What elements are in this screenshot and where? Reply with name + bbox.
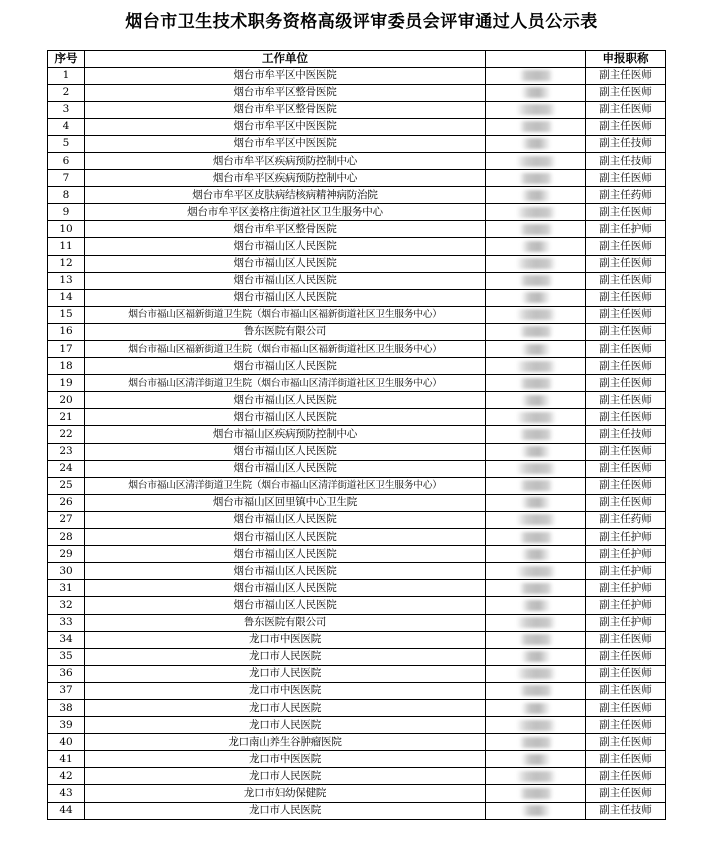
table-row (48, 717, 666, 734)
row-work-unit: 烟台市福山区疾病预防控制中心 (85, 426, 486, 443)
row-applied-title: 副主任医师 (586, 665, 666, 682)
redaction-blur (521, 446, 551, 457)
row-applied-title: 副主任医师 (586, 717, 666, 734)
redaction-blur (516, 207, 556, 218)
table-row (48, 580, 666, 597)
row-work-unit: 烟台市福山区人民医院 (85, 443, 486, 460)
row-applied-title: 副主任技师 (586, 135, 666, 152)
row-name-redacted (486, 597, 586, 614)
row-work-unit: 龙口市人民医院 (85, 648, 486, 665)
row-name-redacted (486, 135, 586, 152)
row-applied-title: 副主任护师 (586, 597, 666, 614)
redaction-blur (519, 480, 553, 491)
row-index: 30 (48, 563, 85, 580)
table-row (48, 460, 666, 477)
row-index: 14 (48, 289, 85, 306)
row-applied-title: 副主任护师 (586, 529, 666, 546)
row-index: 24 (48, 460, 85, 477)
row-index: 23 (48, 443, 85, 460)
row-index: 10 (48, 221, 85, 238)
table-body (48, 67, 666, 819)
row-work-unit: 龙口市人民医院 (85, 802, 486, 819)
row-work-unit: 龙口市人民医院 (85, 699, 486, 716)
table-row (48, 152, 666, 169)
row-applied-title: 副主任医师 (586, 84, 666, 101)
table-row (48, 426, 666, 443)
row-name-redacted (486, 477, 586, 494)
row-work-unit: 鲁东医院有限公司 (85, 323, 486, 340)
row-index: 8 (48, 187, 85, 204)
row-name-redacted (486, 614, 586, 631)
row-applied-title: 副主任护师 (586, 614, 666, 631)
row-index: 25 (48, 477, 85, 494)
row-applied-title: 副主任医师 (586, 631, 666, 648)
row-work-unit: 烟台市牟平区中医医院 (85, 67, 486, 84)
redaction-blur (521, 87, 551, 98)
row-work-unit: 烟台市牟平区疾病预防控制中心 (85, 152, 486, 169)
table-row (48, 101, 666, 118)
row-work-unit: 烟台市福山区清洋街道卫生院（烟台市福山区清洋街道社区卫生服务中心） (85, 477, 486, 494)
redaction-blur (519, 173, 553, 184)
page-title: 烟台市卫生技术职务资格高级评审委员会评审通过人员公示表 (125, 12, 598, 32)
redaction-blur (519, 224, 553, 235)
row-index: 28 (48, 529, 85, 546)
redaction-blur (516, 412, 556, 423)
row-applied-title: 副主任护师 (586, 563, 666, 580)
row-index: 13 (48, 272, 85, 289)
row-work-unit: 龙口市中医医院 (85, 631, 486, 648)
row-index: 34 (48, 631, 85, 648)
row-work-unit: 龙口市人民医院 (85, 717, 486, 734)
redaction-blur (521, 703, 551, 714)
redaction-blur (516, 463, 556, 474)
table-row (48, 734, 666, 751)
row-work-unit: 烟台市福山区人民医院 (85, 580, 486, 597)
table-row (48, 546, 666, 563)
row-work-unit: 烟台市福山区人民医院 (85, 358, 486, 375)
row-work-unit: 烟台市牟平区中医医院 (85, 118, 486, 135)
table-row (48, 648, 666, 665)
row-applied-title: 副主任医师 (586, 460, 666, 477)
redaction-blur (521, 241, 551, 252)
row-name-redacted (486, 717, 586, 734)
row-applied-title: 副主任医师 (586, 204, 666, 221)
table-row (48, 699, 666, 716)
table-row (48, 665, 666, 682)
table-header-row (48, 51, 666, 68)
row-work-unit: 龙口市中医医院 (85, 682, 486, 699)
row-work-unit: 龙口市人民医院 (85, 665, 486, 682)
row-applied-title: 副主任技师 (586, 426, 666, 443)
row-index: 12 (48, 255, 85, 272)
row-name-redacted (486, 494, 586, 511)
row-name-redacted (486, 426, 586, 443)
row-index: 6 (48, 152, 85, 169)
row-index: 5 (48, 135, 85, 152)
row-index: 1 (48, 67, 85, 84)
row-index: 11 (48, 238, 85, 255)
row-work-unit: 烟台市牟平区整骨医院 (85, 221, 486, 238)
table-row (48, 306, 666, 323)
row-applied-title: 副主任医师 (586, 443, 666, 460)
redaction-blur (516, 309, 556, 320)
row-name-redacted (486, 443, 586, 460)
row-work-unit: 烟台市福山区人民医院 (85, 460, 486, 477)
redaction-blur (521, 600, 551, 611)
row-index: 42 (48, 768, 85, 785)
row-applied-title: 副主任医师 (586, 648, 666, 665)
row-applied-title: 副主任药师 (586, 187, 666, 204)
row-work-unit: 烟台市福山区福新街道卫生院（烟台市福山区福新街道社区卫生服务中心） (85, 306, 486, 323)
row-work-unit: 龙口市中医医院 (85, 751, 486, 768)
row-applied-title: 副主任医师 (586, 341, 666, 358)
row-index: 31 (48, 580, 85, 597)
table-row (48, 170, 666, 187)
row-name-redacted (486, 768, 586, 785)
redaction-blur (519, 326, 553, 337)
row-name-redacted (486, 255, 586, 272)
row-index: 44 (48, 802, 85, 819)
row-applied-title: 副主任医师 (586, 118, 666, 135)
row-work-unit: 鲁东医院有限公司 (85, 614, 486, 631)
row-name-redacted (486, 648, 586, 665)
redaction-blur (516, 361, 556, 372)
row-name-redacted (486, 118, 586, 135)
row-applied-title: 副主任医师 (586, 768, 666, 785)
row-name-redacted (486, 392, 586, 409)
row-applied-title: 副主任医师 (586, 238, 666, 255)
row-name-redacted (486, 699, 586, 716)
row-name-redacted (486, 546, 586, 563)
row-applied-title: 副主任医师 (586, 699, 666, 716)
row-work-unit: 烟台市牟平区整骨医院 (85, 101, 486, 118)
redaction-blur (521, 138, 551, 149)
row-name-redacted (486, 682, 586, 699)
row-work-unit: 龙口市妇幼保健院 (85, 785, 486, 802)
redaction-blur (516, 771, 556, 782)
table-row (48, 238, 666, 255)
row-index: 18 (48, 358, 85, 375)
row-applied-title: 副主任医师 (586, 67, 666, 84)
redaction-blur (516, 258, 556, 269)
table-row (48, 614, 666, 631)
row-index: 4 (48, 118, 85, 135)
row-work-unit: 烟台市福山区人民医院 (85, 511, 486, 528)
table-row (48, 443, 666, 460)
column-header-index: 序号 (48, 51, 85, 68)
row-applied-title: 副主任医师 (586, 306, 666, 323)
row-applied-title: 副主任医师 (586, 101, 666, 118)
row-name-redacted (486, 734, 586, 751)
redaction-blur (521, 497, 551, 508)
row-work-unit: 烟台市牟平区中医医院 (85, 135, 486, 152)
row-name-redacted (486, 238, 586, 255)
row-name-redacted (486, 187, 586, 204)
redaction-blur (519, 532, 553, 543)
redaction-blur (519, 788, 553, 799)
table-row (48, 494, 666, 511)
row-name-redacted (486, 375, 586, 392)
row-name-redacted (486, 751, 586, 768)
row-index: 32 (48, 597, 85, 614)
redaction-blur (521, 549, 551, 560)
row-work-unit: 龙口南山养生谷肿瘤医院 (85, 734, 486, 751)
row-work-unit: 烟台市福山区回里镇中心卫生院 (85, 494, 486, 511)
redaction-blur (521, 754, 551, 765)
row-work-unit: 烟台市福山区清洋街道卫生院（烟台市福山区清洋街道社区卫生服务中心） (85, 375, 486, 392)
column-header-title: 申报职称 (586, 51, 666, 68)
row-applied-title: 副主任医师 (586, 289, 666, 306)
redaction-blur (516, 668, 556, 679)
row-name-redacted (486, 631, 586, 648)
row-name-redacted (486, 802, 586, 819)
table-row (48, 392, 666, 409)
row-work-unit: 烟台市福山区福新街道卫生院（烟台市福山区福新街道社区卫生服务中心） (85, 341, 486, 358)
row-name-redacted (486, 460, 586, 477)
row-work-unit: 烟台市牟平区疾病预防控制中心 (85, 170, 486, 187)
table-row (48, 204, 666, 221)
row-work-unit: 烟台市牟平区姜格庄街道社区卫生服务中心 (85, 204, 486, 221)
row-name-redacted (486, 152, 586, 169)
table-row (48, 323, 666, 340)
row-index: 15 (48, 306, 85, 323)
table-row (48, 289, 666, 306)
row-index: 19 (48, 375, 85, 392)
column-header-name (486, 51, 586, 68)
row-name-redacted (486, 580, 586, 597)
row-index: 39 (48, 717, 85, 734)
row-name-redacted (486, 409, 586, 426)
row-applied-title: 副主任药师 (586, 511, 666, 528)
row-index: 16 (48, 323, 85, 340)
row-name-redacted (486, 84, 586, 101)
redaction-blur (521, 190, 551, 201)
row-index: 37 (48, 682, 85, 699)
table-row (48, 84, 666, 101)
table-row (48, 802, 666, 819)
table-row (48, 631, 666, 648)
redaction-blur (516, 156, 556, 167)
row-name-redacted (486, 101, 586, 118)
row-applied-title: 副主任技师 (586, 152, 666, 169)
row-name-redacted (486, 289, 586, 306)
redaction-blur (516, 514, 556, 525)
row-applied-title: 副主任医师 (586, 494, 666, 511)
table-row (48, 529, 666, 546)
row-name-redacted (486, 323, 586, 340)
redaction-blur (521, 344, 551, 355)
row-work-unit: 烟台市福山区人民医院 (85, 409, 486, 426)
redaction-blur (519, 429, 553, 440)
row-work-unit: 烟台市福山区人民医院 (85, 563, 486, 580)
row-index: 9 (48, 204, 85, 221)
table-row (48, 221, 666, 238)
row-applied-title: 副主任医师 (586, 409, 666, 426)
row-applied-title: 副主任医师 (586, 734, 666, 751)
row-name-redacted (486, 341, 586, 358)
row-index: 33 (48, 614, 85, 631)
row-index: 38 (48, 699, 85, 716)
row-index: 26 (48, 494, 85, 511)
row-name-redacted (486, 358, 586, 375)
row-applied-title: 副主任医师 (586, 358, 666, 375)
row-name-redacted (486, 170, 586, 187)
row-index: 21 (48, 409, 85, 426)
row-index: 27 (48, 511, 85, 528)
row-work-unit: 烟台市福山区人民医院 (85, 255, 486, 272)
column-header-unit: 工作单位 (85, 51, 486, 68)
redaction-blur (521, 651, 551, 662)
row-applied-title: 副主任医师 (586, 751, 666, 768)
redaction-blur (519, 378, 553, 389)
redaction-blur (519, 70, 553, 81)
table-row (48, 272, 666, 289)
row-name-redacted (486, 785, 586, 802)
table-row (48, 477, 666, 494)
table-row (48, 255, 666, 272)
row-applied-title: 副主任医师 (586, 375, 666, 392)
table-row (48, 409, 666, 426)
row-applied-title: 副主任医师 (586, 682, 666, 699)
row-work-unit: 烟台市牟平区整骨医院 (85, 84, 486, 101)
row-applied-title: 副主任医师 (586, 255, 666, 272)
redaction-blur (516, 720, 556, 731)
redaction-blur (516, 566, 556, 577)
row-index: 29 (48, 546, 85, 563)
redaction-blur (519, 634, 553, 645)
row-applied-title: 副主任技师 (586, 802, 666, 819)
table-row (48, 751, 666, 768)
row-name-redacted (486, 67, 586, 84)
redaction-blur (519, 685, 553, 696)
row-name-redacted (486, 563, 586, 580)
row-name-redacted (486, 529, 586, 546)
redaction-blur (519, 275, 553, 286)
redaction-blur (521, 395, 551, 406)
row-name-redacted (486, 204, 586, 221)
row-work-unit: 烟台市福山区人民医院 (85, 289, 486, 306)
row-index: 3 (48, 101, 85, 118)
row-index: 20 (48, 392, 85, 409)
row-index: 36 (48, 665, 85, 682)
row-name-redacted (486, 511, 586, 528)
redaction-blur (519, 737, 553, 748)
table-row (48, 597, 666, 614)
redaction-blur (516, 104, 556, 115)
table-row (48, 341, 666, 358)
table-row (48, 785, 666, 802)
row-work-unit: 烟台市福山区人民医院 (85, 238, 486, 255)
row-applied-title: 副主任护师 (586, 546, 666, 563)
row-name-redacted (486, 272, 586, 289)
row-name-redacted (486, 306, 586, 323)
roster-table (47, 50, 666, 820)
row-index: 40 (48, 734, 85, 751)
row-name-redacted (486, 665, 586, 682)
row-work-unit: 烟台市福山区人民医院 (85, 597, 486, 614)
table-row (48, 563, 666, 580)
row-work-unit: 烟台市福山区人民医院 (85, 529, 486, 546)
redaction-blur (519, 121, 553, 132)
row-work-unit: 烟台市福山区人民医院 (85, 546, 486, 563)
row-applied-title: 副主任医师 (586, 477, 666, 494)
row-applied-title: 副主任医师 (586, 392, 666, 409)
table-row (48, 118, 666, 135)
row-name-redacted (486, 221, 586, 238)
row-index: 22 (48, 426, 85, 443)
row-applied-title: 副主任医师 (586, 323, 666, 340)
table-row (48, 375, 666, 392)
redaction-blur (519, 583, 553, 594)
row-index: 41 (48, 751, 85, 768)
row-applied-title: 副主任医师 (586, 170, 666, 187)
row-index: 43 (48, 785, 85, 802)
table-row (48, 135, 666, 152)
redaction-blur (521, 292, 551, 303)
row-work-unit: 烟台市福山区人民医院 (85, 392, 486, 409)
row-index: 35 (48, 648, 85, 665)
row-index: 2 (48, 84, 85, 101)
row-index: 17 (48, 341, 85, 358)
row-index: 7 (48, 170, 85, 187)
row-work-unit: 烟台市牟平区皮肤病结核病精神病防治院 (85, 187, 486, 204)
row-applied-title: 副主任护师 (586, 580, 666, 597)
redaction-blur (521, 805, 551, 816)
redaction-blur (516, 617, 556, 628)
table-row (48, 358, 666, 375)
row-work-unit: 烟台市福山区人民医院 (85, 272, 486, 289)
table-row (48, 682, 666, 699)
table-row (48, 187, 666, 204)
row-applied-title: 副主任医师 (586, 785, 666, 802)
table-row (48, 511, 666, 528)
row-applied-title: 副主任护师 (586, 221, 666, 238)
row-work-unit: 龙口市人民医院 (85, 768, 486, 785)
row-applied-title: 副主任医师 (586, 272, 666, 289)
table-row (48, 67, 666, 84)
table-row (48, 768, 666, 785)
